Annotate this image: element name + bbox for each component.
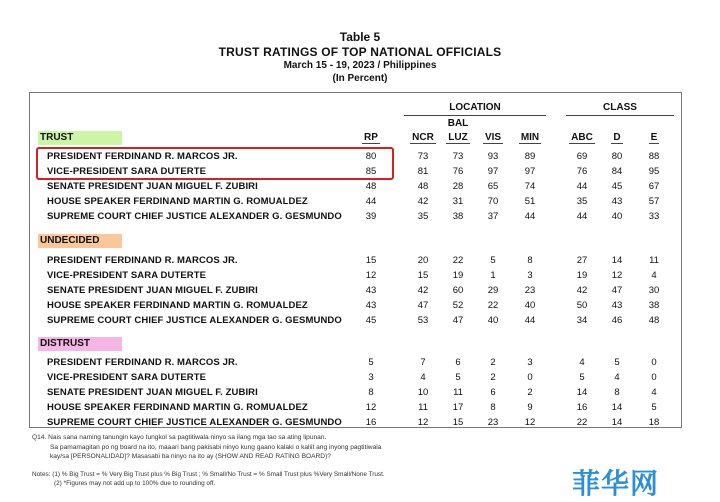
cell-d: 8 bbox=[614, 387, 620, 398]
cell-d: 12 bbox=[611, 270, 623, 281]
cell-d: 43 bbox=[611, 196, 623, 207]
section-undecided-label: UNDECIDED bbox=[38, 234, 122, 248]
cell-luz: 60 bbox=[452, 285, 464, 296]
cell-d: 84 bbox=[611, 166, 623, 177]
cell-abc: 14 bbox=[576, 387, 588, 398]
section-trust-label: TRUST bbox=[38, 131, 122, 145]
cell-d: 43 bbox=[611, 300, 623, 311]
cell-e: 88 bbox=[648, 151, 660, 162]
cell-rp: 12 bbox=[365, 270, 377, 281]
cell-vis: 6 bbox=[490, 387, 496, 398]
cell-d: 80 bbox=[611, 151, 623, 162]
cell-ncr: 42 bbox=[417, 285, 429, 296]
cell-min: 89 bbox=[524, 151, 536, 162]
cell-ncr: 15 bbox=[417, 270, 429, 281]
cell-abc: 44 bbox=[576, 181, 588, 192]
cell-vis: 1 bbox=[490, 270, 496, 281]
cell-luz: 76 bbox=[452, 166, 464, 177]
col-header-rp: RP bbox=[364, 132, 378, 143]
cell-rp: 12 bbox=[365, 402, 377, 413]
cell-luz: 11 bbox=[453, 387, 463, 398]
cell-min: 8 bbox=[527, 255, 533, 266]
cell-ncr: 10 bbox=[417, 387, 429, 398]
cell-ncr: 35 bbox=[417, 211, 429, 222]
cell-d: 40 bbox=[611, 211, 623, 222]
cell-rp: 48 bbox=[365, 181, 377, 192]
row-label: SUPREME COURT CHIEF JUSTICE ALEXANDER G. GESMUNDO bbox=[47, 211, 342, 222]
cell-min: 2 bbox=[527, 387, 533, 398]
cell-e: 48 bbox=[648, 315, 660, 326]
row-label: HOUSE SPEAKER FERDINAND MARTIN G. ROMUALDEZ bbox=[47, 300, 308, 311]
cell-rp: 39 bbox=[365, 211, 377, 222]
cell-d: 14 bbox=[611, 255, 623, 266]
cell-ncr: 73 bbox=[417, 151, 429, 162]
cell-abc: 42 bbox=[576, 285, 588, 296]
row-label: SENATE PRESIDENT JUAN MIGUEL F. ZUBIRI bbox=[47, 387, 258, 398]
table-row bbox=[0, 270, 720, 283]
cell-e: 11 bbox=[649, 255, 659, 266]
cell-d: 14 bbox=[611, 402, 623, 413]
cell-e: 57 bbox=[648, 196, 660, 207]
cell-rp: 85 bbox=[365, 166, 377, 177]
table-row bbox=[0, 255, 720, 268]
cell-min: 9 bbox=[527, 402, 533, 413]
cell-d: 46 bbox=[611, 315, 623, 326]
note-line: (2) *Figures may not add up to 100% due to rounding off. bbox=[54, 480, 216, 487]
cell-abc: 34 bbox=[576, 315, 588, 326]
cell-min: 97 bbox=[524, 166, 536, 177]
cell-e: 30 bbox=[648, 285, 660, 296]
cell-min: 12 bbox=[524, 417, 536, 428]
cell-luz: 19 bbox=[452, 270, 464, 281]
row-label: PRESIDENT FERDINAND R. MARCOS JR. bbox=[47, 255, 238, 266]
note-line: Notes: (1) % Big Trust = % Very Big Trust plus % Big Trust ; % Small/No Trust = % Small Trust plus %Very Small/None Trust. bbox=[32, 471, 385, 478]
cell-e: 95 bbox=[648, 166, 660, 177]
cell-luz: 5 bbox=[455, 372, 461, 383]
cell-d: 4 bbox=[614, 372, 620, 383]
cell-e: 67 bbox=[648, 181, 660, 192]
cell-rp: 15 bbox=[365, 255, 377, 266]
cell-rp: 8 bbox=[368, 387, 374, 398]
cell-vis: 2 bbox=[490, 357, 496, 368]
cell-ncr: 53 bbox=[417, 315, 429, 326]
cell-abc: 35 bbox=[576, 196, 588, 207]
location-group-header: LOCATION bbox=[449, 102, 501, 113]
cell-rp: 44 bbox=[365, 196, 377, 207]
cell-min: 51 bbox=[524, 196, 536, 207]
row-label: VICE-PRESIDENT SARA DUTERTE bbox=[47, 372, 207, 383]
cell-vis: 8 bbox=[490, 402, 496, 413]
table-row bbox=[0, 285, 720, 298]
table-row bbox=[0, 196, 720, 209]
cell-abc: 4 bbox=[579, 357, 585, 368]
row-label: HOUSE SPEAKER FERDINAND MARTIN G. ROMUALDEZ bbox=[47, 196, 308, 207]
table-row bbox=[0, 181, 720, 194]
cell-e: 38 bbox=[648, 300, 660, 311]
unit-note: (In Percent) bbox=[332, 73, 388, 84]
cell-min: 0 bbox=[527, 372, 533, 383]
cell-vis: 23 bbox=[487, 417, 499, 428]
cell-vis: 29 bbox=[487, 285, 499, 296]
cell-luz: 31 bbox=[452, 196, 464, 207]
class-group-header: CLASS bbox=[603, 102, 637, 113]
cell-min: 23 bbox=[524, 285, 536, 296]
cell-abc: 5 bbox=[579, 372, 585, 383]
cell-e: 0 bbox=[651, 357, 657, 368]
cell-vis: 40 bbox=[487, 315, 499, 326]
cell-rp: 5 bbox=[368, 357, 374, 368]
table-row bbox=[0, 372, 720, 385]
cell-ncr: 7 bbox=[420, 357, 426, 368]
section-distrust-label: DISTRUST bbox=[38, 337, 122, 351]
highlight-box bbox=[36, 147, 394, 180]
row-label: PRESIDENT FERDINAND R. MARCOS JR. bbox=[47, 151, 238, 162]
cell-luz: 15 bbox=[452, 417, 464, 428]
cell-ncr: 4 bbox=[420, 372, 426, 383]
survey-dates: March 15 - 19, 2023 / Philippines bbox=[283, 60, 437, 71]
cell-e: 33 bbox=[648, 211, 660, 222]
row-label: SUPREME COURT CHIEF JUSTICE ALEXANDER G. GESMUNDO bbox=[47, 417, 342, 428]
table-row bbox=[0, 387, 720, 400]
cell-d: 45 bbox=[611, 181, 623, 192]
cell-min: 40 bbox=[524, 300, 536, 311]
location-underline bbox=[404, 115, 546, 116]
cell-e: 4 bbox=[651, 387, 657, 398]
cell-d: 5 bbox=[614, 357, 620, 368]
cell-rp: 80 bbox=[365, 151, 377, 162]
cell-luz: 6 bbox=[455, 357, 461, 368]
table-number: Table 5 bbox=[339, 30, 381, 44]
cell-luz: 73 bbox=[452, 151, 464, 162]
cell-abc: 76 bbox=[576, 166, 588, 177]
cell-vis: 37 bbox=[487, 211, 499, 222]
cell-vis: 5 bbox=[490, 255, 496, 266]
cell-rp: 16 bbox=[365, 417, 377, 428]
cell-abc: 50 bbox=[576, 300, 588, 311]
cell-rp: 43 bbox=[365, 300, 377, 311]
cell-abc: 69 bbox=[576, 151, 588, 162]
question-footnote bbox=[32, 433, 592, 462]
table-row bbox=[0, 211, 720, 224]
cell-ncr: 48 bbox=[417, 181, 429, 192]
cell-e: 5 bbox=[651, 402, 657, 413]
cell-min: 3 bbox=[527, 270, 533, 281]
cell-vis: 2 bbox=[490, 372, 496, 383]
footnote-line: Q14. Nais sana naming tanungin kayo tungkol sa pagtitiwala ninyo sa ilang mga tao sa ating lipunan. bbox=[32, 434, 327, 441]
footnote-line: kay/sa [PERSONALIDAD]? Masasabi ba ninyo na ito ay (SHOW AND READ RATING BOARD)? bbox=[50, 453, 331, 460]
cell-ncr: 47 bbox=[417, 300, 429, 311]
col-header-e: E bbox=[650, 132, 658, 143]
class-underline bbox=[566, 115, 674, 116]
row-label: HOUSE SPEAKER FERDINAND MARTIN G. ROMUALDEZ bbox=[47, 402, 308, 413]
cell-e: 0 bbox=[651, 372, 657, 383]
cell-min: 44 bbox=[524, 315, 536, 326]
cell-luz: 47 bbox=[452, 315, 464, 326]
cell-e: 18 bbox=[648, 417, 660, 428]
col-header-abc: ABC bbox=[571, 132, 593, 143]
table-row bbox=[0, 315, 720, 328]
footnote-line: Sa pamamagitan po ng board na ito, maaari bang pakisabi ninyo kung gaano kalaki o kaliit ang inyong pagtitiwala bbox=[50, 443, 382, 451]
cell-min: 44 bbox=[524, 211, 536, 222]
col-header-min: MIN bbox=[520, 132, 540, 143]
row-label: SENATE PRESIDENT JUAN MIGUEL F. ZUBIRI bbox=[47, 181, 258, 192]
cell-rp: 3 bbox=[368, 372, 374, 383]
cell-ncr: 12 bbox=[417, 417, 429, 428]
cell-luz: 28 bbox=[452, 181, 464, 192]
row-label: SENATE PRESIDENT JUAN MIGUEL F. ZUBIRI bbox=[47, 285, 258, 296]
watermark-logo: 菲华网 bbox=[572, 467, 660, 500]
cell-vis: 93 bbox=[487, 151, 499, 162]
table-row bbox=[0, 300, 720, 313]
bal-header: BAL bbox=[447, 118, 469, 129]
cell-vis: 65 bbox=[487, 181, 499, 192]
cell-min: 3 bbox=[527, 357, 533, 368]
table-row bbox=[0, 417, 720, 430]
row-label: VICE-PRESIDENT SARA DUTERTE bbox=[47, 270, 207, 281]
cell-luz: 38 bbox=[452, 211, 464, 222]
col-header-ncr: NCR bbox=[412, 132, 434, 143]
cell-d: 14 bbox=[611, 417, 623, 428]
row-label: SUPREME COURT CHIEF JUSTICE ALEXANDER G. GESMUNDO bbox=[47, 315, 342, 326]
cell-ncr: 42 bbox=[417, 196, 429, 207]
table-row bbox=[0, 402, 720, 415]
col-header-d: D bbox=[613, 132, 621, 143]
cell-luz: 52 bbox=[452, 300, 464, 311]
cell-vis: 97 bbox=[487, 166, 499, 177]
cell-abc: 27 bbox=[576, 255, 588, 266]
cell-min: 74 bbox=[524, 181, 536, 192]
cell-d: 47 bbox=[611, 285, 623, 296]
row-label: VICE-PRESIDENT SARA DUTERTE bbox=[47, 166, 207, 177]
cell-vis: 70 bbox=[487, 196, 499, 207]
cell-abc: 44 bbox=[576, 211, 588, 222]
cell-abc: 19 bbox=[576, 270, 588, 281]
cell-vis: 22 bbox=[487, 300, 499, 311]
cell-luz: 22 bbox=[452, 255, 464, 266]
cell-abc: 16 bbox=[576, 402, 588, 413]
cell-abc: 22 bbox=[576, 417, 588, 428]
cell-rp: 43 bbox=[365, 285, 377, 296]
cell-ncr: 20 bbox=[417, 255, 429, 266]
cell-ncr: 11 bbox=[418, 402, 428, 413]
cell-rp: 45 bbox=[365, 315, 377, 326]
col-header-vis: VIS bbox=[484, 132, 502, 143]
row-label: PRESIDENT FERDINAND R. MARCOS JR. bbox=[47, 357, 238, 368]
col-header-luz: LUZ bbox=[448, 132, 468, 143]
table-row bbox=[0, 357, 720, 370]
cell-e: 4 bbox=[651, 270, 657, 281]
cell-ncr: 81 bbox=[417, 166, 429, 177]
table-title: TRUST RATINGS OF TOP NATIONAL OFFICIALS bbox=[218, 45, 502, 59]
notes bbox=[32, 470, 592, 488]
cell-luz: 17 bbox=[452, 402, 464, 413]
